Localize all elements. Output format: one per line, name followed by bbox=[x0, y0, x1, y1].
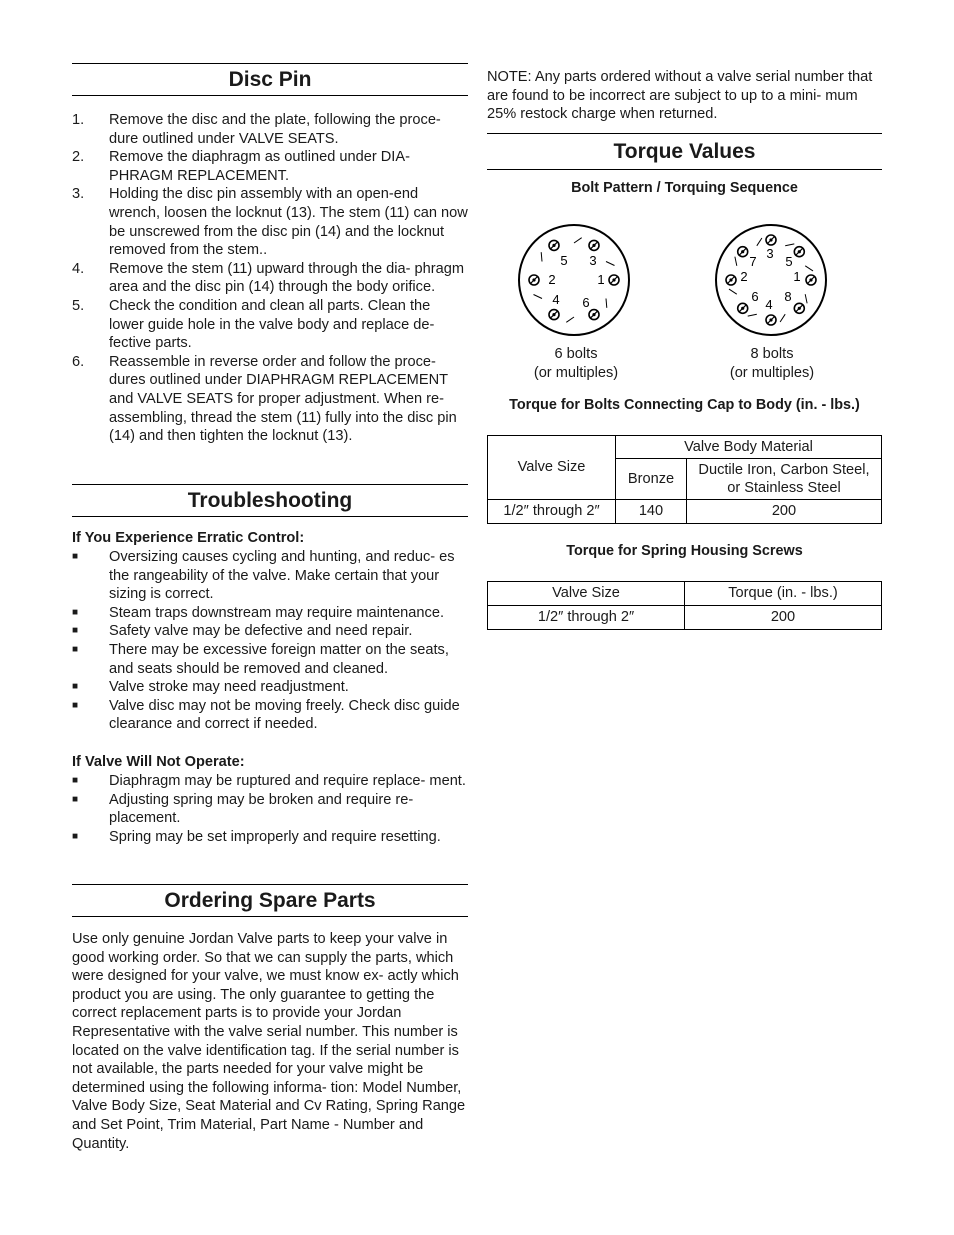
valve-size-cell: 1/2″ through 2″ bbox=[488, 500, 616, 524]
pattern-tick bbox=[805, 266, 813, 271]
pattern-tick bbox=[805, 294, 807, 303]
disc-pin-steps bbox=[72, 111, 468, 446]
six-bolts-sublabel: (or multiples) bbox=[533, 365, 619, 381]
list-item bbox=[72, 772, 468, 791]
bolt-number: 3 bbox=[589, 253, 597, 268]
bolt-number: 8 bbox=[784, 289, 792, 304]
list-item bbox=[72, 828, 468, 847]
disc-pin-heading: Disc Pin bbox=[72, 63, 468, 96]
bolt-number: 6 bbox=[582, 295, 590, 310]
torque-values-heading: Torque Values bbox=[487, 133, 882, 170]
list-item bbox=[72, 641, 468, 678]
pattern-tick bbox=[541, 252, 542, 261]
bullet-icon: ■ bbox=[72, 775, 79, 786]
list-item bbox=[72, 185, 468, 259]
step-text: Remove the stem (11) upward through the dia- phragm area and the disc pin (14) through the body orifice. bbox=[109, 260, 465, 296]
six-bolts-label: 6 bolts bbox=[554, 346, 598, 362]
step-number: 2. bbox=[72, 149, 85, 166]
iron-steel-header: Ductile Iron, Carbon Steel, or Stainless Steel bbox=[687, 459, 882, 500]
bolt-pattern-caption: Bolt Pattern / Torquing Sequence bbox=[571, 180, 798, 196]
will-not-operate-subheading: If Valve Will Not Operate: bbox=[72, 754, 245, 770]
step-number: 3. bbox=[72, 186, 85, 203]
pattern-tick bbox=[735, 257, 737, 266]
bullet-text: Spring may be set improperly and require resetting. bbox=[109, 828, 441, 845]
step-text: Remove the diaphragm as outlined under DIA- PHRAGM REPLACEMENT. bbox=[109, 149, 410, 184]
bullet-text: Valve stroke may need readjustment. bbox=[109, 679, 349, 696]
restock-note: NOTE: Any parts ordered without a valve serial number that are found to be incorrect are subject to up to a mini- mum 25% restock charge when returned. bbox=[487, 69, 873, 123]
bolt-number: 7 bbox=[749, 254, 757, 269]
bolt-number: 3 bbox=[766, 246, 774, 261]
bullet-text: There may be excessive foreign matter on the seats, and seats should be removed and cleaned. bbox=[109, 641, 449, 677]
pattern-tick bbox=[729, 289, 737, 294]
pattern-tick bbox=[606, 262, 615, 266]
step-text: Remove the disc and the plate, following the proce- dure outlined under VALVE SEATS. bbox=[109, 112, 441, 147]
bolt-number: 4 bbox=[552, 292, 560, 307]
iron-torque-cell: 200 bbox=[687, 500, 882, 524]
ordering-paragraph: Use only genuine Jordan Valve parts to keep your valve in good working order. So that we can supply the parts, which were designed for your valve, we must know ex- actly which product you are using. The only guarantee to getting the correct replacement parts is to provide your Jordan Representative with the valve serial number. This number is located on the valve identification tag. If the serial number is not available, the parts needed for your valve might be determined using the following informa- tion: Model Number, Valve Body Size, Seat Material and Cv Rating, Spring Range and Set Point, Trim Material, Part Name - Number and Quantity. bbox=[72, 931, 466, 1152]
bullet-icon: ■ bbox=[72, 681, 79, 693]
bullet-icon: ■ bbox=[72, 830, 79, 842]
bolt-number: 1 bbox=[597, 272, 605, 287]
pattern-tick bbox=[748, 314, 757, 316]
will-not-operate-list bbox=[72, 772, 468, 846]
list-item bbox=[72, 548, 468, 604]
list-item bbox=[72, 791, 468, 828]
spring-torque-table bbox=[487, 581, 882, 630]
eight-bolt-numbers bbox=[740, 246, 800, 312]
list-item bbox=[72, 148, 468, 185]
pattern-tick bbox=[574, 238, 582, 243]
valve-size-cell: 1/2″ through 2″ bbox=[488, 606, 685, 630]
bullet-icon: ■ bbox=[72, 699, 79, 711]
list-item bbox=[72, 622, 468, 641]
cap-torque-table bbox=[487, 435, 882, 524]
six-bolt-numbers bbox=[548, 253, 604, 310]
pattern-tick bbox=[606, 299, 607, 308]
bullet-icon: ■ bbox=[72, 793, 79, 805]
list-item bbox=[72, 297, 468, 353]
bronze-header: Bronze bbox=[616, 459, 687, 500]
pattern-tick bbox=[780, 314, 785, 322]
bullet-text: Safety valve may be defective and need repair. bbox=[109, 623, 413, 640]
step-text: Check the condition and clean all parts. Clean the lower guide hole in the valve body and replace de- fective parts. bbox=[109, 297, 435, 352]
body-material-header: Valve Body Material bbox=[616, 436, 882, 459]
list-item bbox=[72, 111, 468, 148]
ordering-spare-parts-heading: Ordering Spare Parts bbox=[72, 884, 468, 917]
valve-size-header: Valve Size bbox=[488, 582, 685, 606]
erratic-control-list bbox=[72, 548, 468, 734]
bullet-icon: ■ bbox=[72, 551, 79, 562]
eight-bolt-pattern-diagram bbox=[713, 222, 829, 338]
step-number: 4. bbox=[72, 260, 85, 277]
bolt-number: 5 bbox=[785, 254, 793, 269]
list-item bbox=[72, 697, 468, 734]
list-item bbox=[72, 260, 468, 297]
torque-cell: 200 bbox=[685, 606, 882, 630]
table-row bbox=[488, 500, 882, 524]
bullet-icon: ■ bbox=[72, 625, 79, 637]
six-bolt-holes bbox=[529, 238, 619, 323]
valve-size-header: Valve Size bbox=[488, 436, 616, 500]
pattern-tick bbox=[785, 244, 794, 246]
bullet-icon: ■ bbox=[72, 643, 79, 655]
cap-to-body-torque-caption: Torque for Bolts Connecting Cap to Body (in. - lbs.) bbox=[509, 397, 860, 413]
bolt-number: 2 bbox=[548, 272, 556, 287]
bullet-text: Oversizing causes cycling and hunting, and reduc- es the rangeability of the valve. Make certain that your sizing is correct. bbox=[109, 549, 455, 603]
list-item bbox=[72, 604, 468, 623]
pattern-tick bbox=[757, 238, 762, 246]
list-item bbox=[72, 678, 468, 697]
pattern-tick bbox=[566, 317, 574, 322]
list-item bbox=[72, 353, 468, 446]
erratic-control-subheading: If You Experience Erratic Control: bbox=[72, 530, 305, 546]
bullet-text: Valve disc may not be moving freely. Check disc guide clearance and correct if needed. bbox=[109, 697, 460, 733]
table-row bbox=[488, 606, 882, 630]
spring-housing-caption: Torque for Spring Housing Screws bbox=[566, 543, 803, 559]
bullet-text: Diaphragm may be ruptured and require replace- ment. bbox=[109, 773, 466, 789]
step-text: Holding the disc pin assembly with an open-end wrench, loosen the locknut (13). The stem (11) can now be unscrewed from the disc pin (14) and the locknut removed from the stem.. bbox=[109, 186, 468, 259]
bullet-text: Steam traps downstream may require maintenance. bbox=[109, 604, 445, 621]
troubleshooting-heading: Troubleshooting bbox=[72, 484, 468, 517]
step-text: Reassemble in reverse order and follow the proce- dures outlined under DIAPHRAGM REPLACEMENT and VALVE SEATS for proper adjustment. When re- assembling, thread the stem (11) fully into the disc pin (14) and then tighten the locknut (13). bbox=[109, 353, 457, 445]
bronze-torque-cell: 140 bbox=[616, 500, 687, 524]
eight-bolts-label: 8 bolts bbox=[750, 346, 794, 362]
bolt-number: 1 bbox=[793, 269, 801, 284]
pattern-tick bbox=[534, 295, 543, 299]
bolt-number: 4 bbox=[765, 297, 773, 312]
step-number: 5. bbox=[72, 297, 85, 314]
step-number: 6. bbox=[72, 353, 85, 370]
bolt-number: 5 bbox=[560, 253, 568, 268]
bolt-number: 2 bbox=[740, 269, 748, 284]
six-bolt-pattern-diagram bbox=[516, 222, 632, 338]
torque-header: Torque (in. - lbs.) bbox=[685, 582, 882, 606]
bullet-text: Adjusting spring may be broken and require re- placement. bbox=[109, 791, 414, 827]
bullet-icon: ■ bbox=[72, 606, 79, 618]
bolt-number: 6 bbox=[751, 289, 759, 304]
eight-bolts-sublabel: (or multiples) bbox=[729, 365, 815, 381]
step-number: 1. bbox=[72, 112, 85, 128]
